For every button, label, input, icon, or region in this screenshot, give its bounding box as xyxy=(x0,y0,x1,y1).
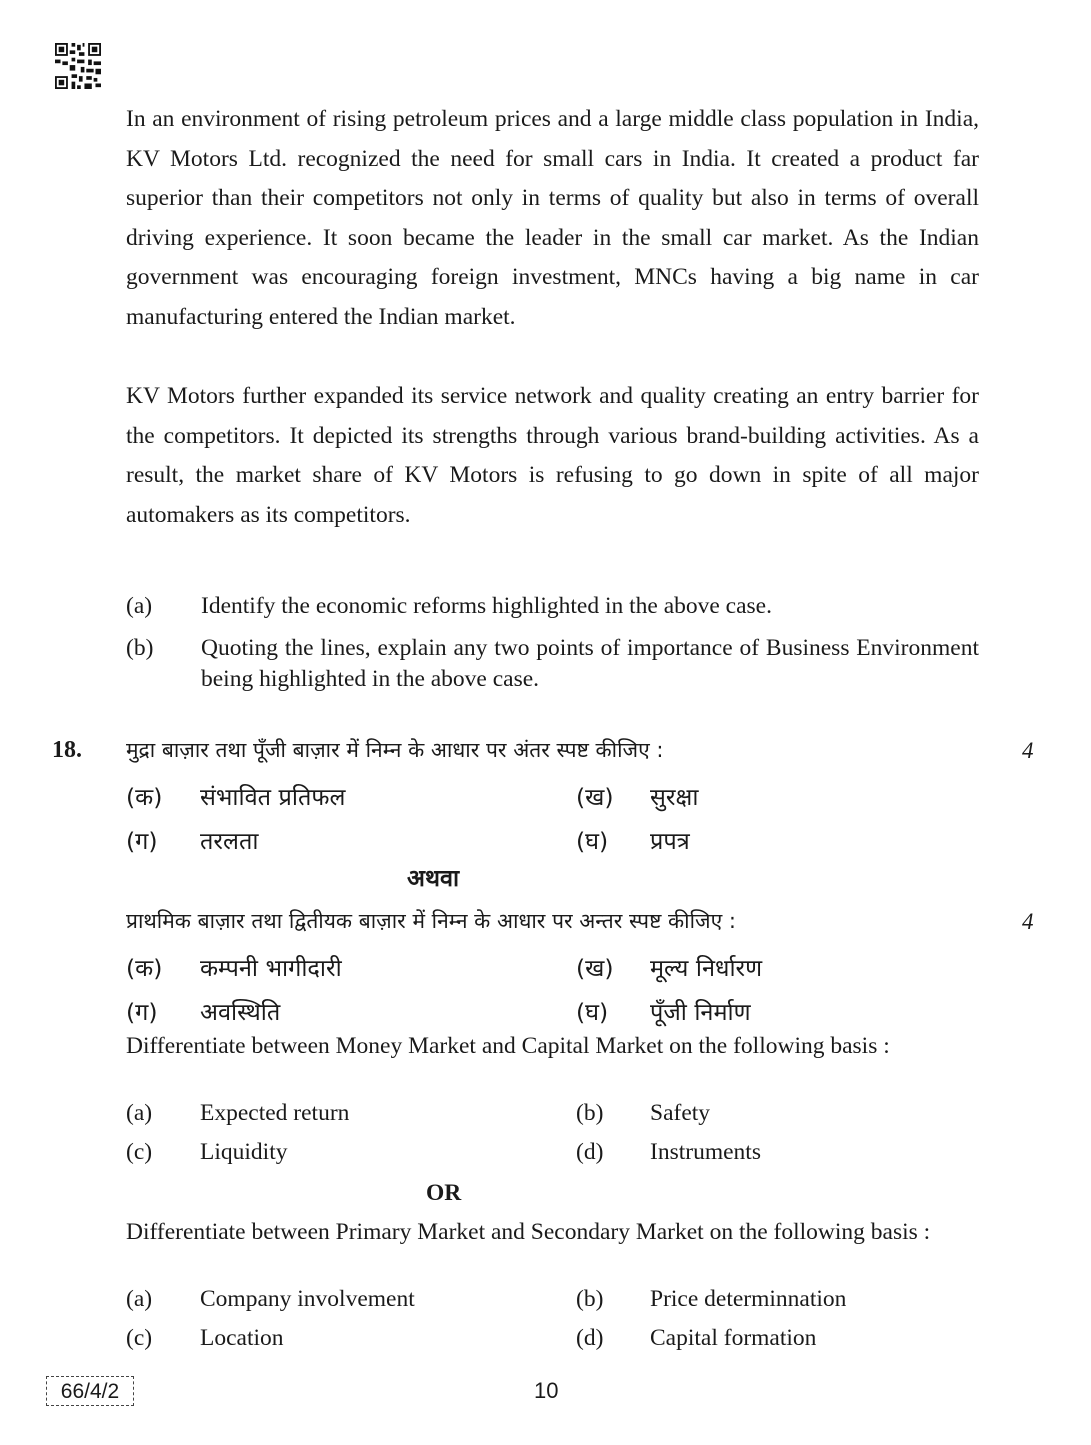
marks-2: 4 xyxy=(1022,909,1034,934)
page-number: 10 xyxy=(534,1378,559,1403)
option-text: Capital formation xyxy=(650,1325,817,1351)
option-text: प्रपत्र xyxy=(650,827,690,855)
sub-question-text: Identify the economic reforms highlighted in the above case. xyxy=(201,593,772,619)
option-label: (क) xyxy=(126,954,163,982)
option-label: (ग) xyxy=(126,827,158,855)
marks-1: 4 xyxy=(1022,738,1034,763)
option-text: अवस्थिति xyxy=(200,998,281,1026)
sub-question-text: Quoting the lines, explain any two points of importance of Business Environment being highlighted in the above case. xyxy=(201,635,979,692)
option-text: पूँजी निर्माण xyxy=(650,998,751,1026)
option-label: (a) xyxy=(126,1100,153,1126)
option-label: (क) xyxy=(126,783,163,811)
sub-question-label: (a) xyxy=(126,593,153,619)
option-label: (ग) xyxy=(126,998,158,1026)
option-text: Company involvement xyxy=(200,1286,415,1312)
option-label: (d) xyxy=(576,1325,604,1351)
option-label: (ख) xyxy=(576,954,614,982)
option-text: Instruments xyxy=(650,1139,761,1165)
option-text: संभावित प्रतिफल xyxy=(200,783,346,811)
qr-code xyxy=(55,43,101,89)
option-text: तरलता xyxy=(200,827,259,855)
option-text: Safety xyxy=(650,1100,711,1126)
option-label: (ख) xyxy=(576,783,614,811)
option-label: (d) xyxy=(576,1139,604,1165)
option-label: (a) xyxy=(126,1286,153,1312)
option-label: (घ) xyxy=(576,827,609,855)
english-question-2: Differentiate between Primary Market and Secondary Market on the following basis : xyxy=(126,1219,931,1245)
or-divider-hindi: अथवा xyxy=(407,864,460,892)
paper-code-box: 66/4/2 xyxy=(46,1376,134,1406)
english-question-1: Differentiate between Money Market and Capital Market on the following basis : xyxy=(126,1033,890,1059)
sub-question-label: (b) xyxy=(126,635,154,661)
case-paragraph-1: In an environment of rising petroleum prices and a large middle class population in India, KV Motors Ltd. recognized the need for small cars in India. It created a product far superior than their competitors not only in terms of quality but also in terms of overall driving experience. It soon became the leader in the small car market. As the Indian government was encouraging foreign investment, MNCs having a big name in car manufacturing entered the Indian market. xyxy=(126,106,979,330)
hindi-question-1: मुद्रा बाज़ार तथा पूँजी बाज़ार में निम्न के आधार पर अंतर स्पष्ट कीजिए : xyxy=(126,738,664,762)
option-text: Liquidity xyxy=(200,1139,288,1165)
option-text: मूल्य निर्धारण xyxy=(650,954,763,982)
question-number: 18. xyxy=(52,737,82,763)
option-text: Price determinnation xyxy=(650,1286,847,1312)
option-label: (c) xyxy=(126,1139,153,1165)
hindi-question-2: प्राथमिक बाज़ार तथा द्वितीयक बाज़ार में निम्न के आधार पर अन्तर स्पष्ट कीजिए : xyxy=(126,909,736,933)
option-text: Expected return xyxy=(200,1100,350,1126)
option-text: कम्पनी भागीदारी xyxy=(200,954,342,982)
case-paragraph-2: KV Motors further expanded its service network and quality creating an entry barrier for the competitors. It depicted its strengths through various brand-building activities. As a result, the market share of KV Motors is refusing to go down in spite of all major automakers as its competitors. xyxy=(126,383,979,528)
option-text: सुरक्षा xyxy=(650,783,699,811)
option-label: (b) xyxy=(576,1286,604,1312)
option-label: (b) xyxy=(576,1100,604,1126)
option-label: (c) xyxy=(126,1325,153,1351)
or-divider: OR xyxy=(426,1180,462,1206)
option-text: Location xyxy=(200,1325,284,1351)
option-label: (घ) xyxy=(576,998,609,1026)
